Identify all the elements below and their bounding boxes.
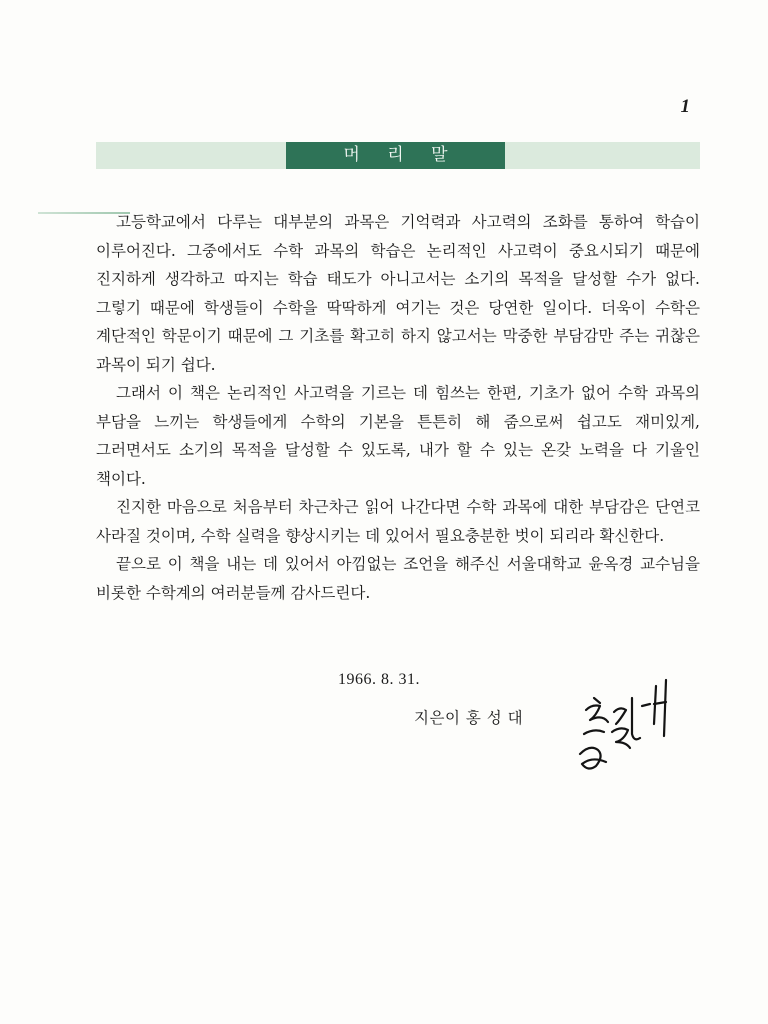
- paragraph-4: 끝으로 이 책을 내는 데 있어서 아낌없는 조언을 해주신 서울대학교 윤옥경 교수님을 비롯한 수학계의 여러분들께 감사드린다.: [96, 555, 700, 602]
- paragraph-1: 고등학교에서 다루는 대부분의 과목은 기억력과 사고력의 조화를 통하여 학습이 이루어진다. 그중에서도 수학 과목의 학습은 논리적인 사고력이 중요시되기 때문에 진지하게 생각하고 따지는 학습 태도가 아니고서는 소기의 목적을 달성할 수가 없다. 그렇기 때문에 학생들이 수학을 딱딱하게 여기는 것은 당연한 일이다. 더욱이 수학은 계단적인 학문이기 때문에 그 기초를 확고히 하지 않고서는 막중한 부담감만 주는 귀찮은 과목이 되기 쉽다.: [96, 213, 700, 374]
- signature-image: [570, 676, 686, 780]
- preface-body: [96, 208, 700, 607]
- paragraph-2: 그래서 이 책은 논리적인 사고력을 기르는 데 힘쓰는 한편, 기초가 없어 수학 과목의 부담을 느끼는 학생들에게 수학의 기본을 튼튼히 해 줌으로써 쉽고도 재미있게, 그러면서도 소기의 목적을 달성할 수 있도록, 내가 할 수 있는 온갖 노력을 다 기울인 책이다.: [96, 384, 700, 488]
- page-number: 1: [680, 96, 690, 117]
- page-title: 머 리 말: [286, 142, 505, 169]
- paragraph-3: 진지한 마음으로 처음부터 차근차근 읽어 나간다면 수학 과목에 대한 부담감은 단연코 사라질 것이며, 수학 실력을 향상시키는 데 있어서 필요충분한 벗이 되리라 확신한다.: [96, 498, 700, 545]
- date-line: 1966. 8. 31.: [338, 671, 420, 688]
- author-line: 지은이 홍 성 대: [414, 709, 524, 727]
